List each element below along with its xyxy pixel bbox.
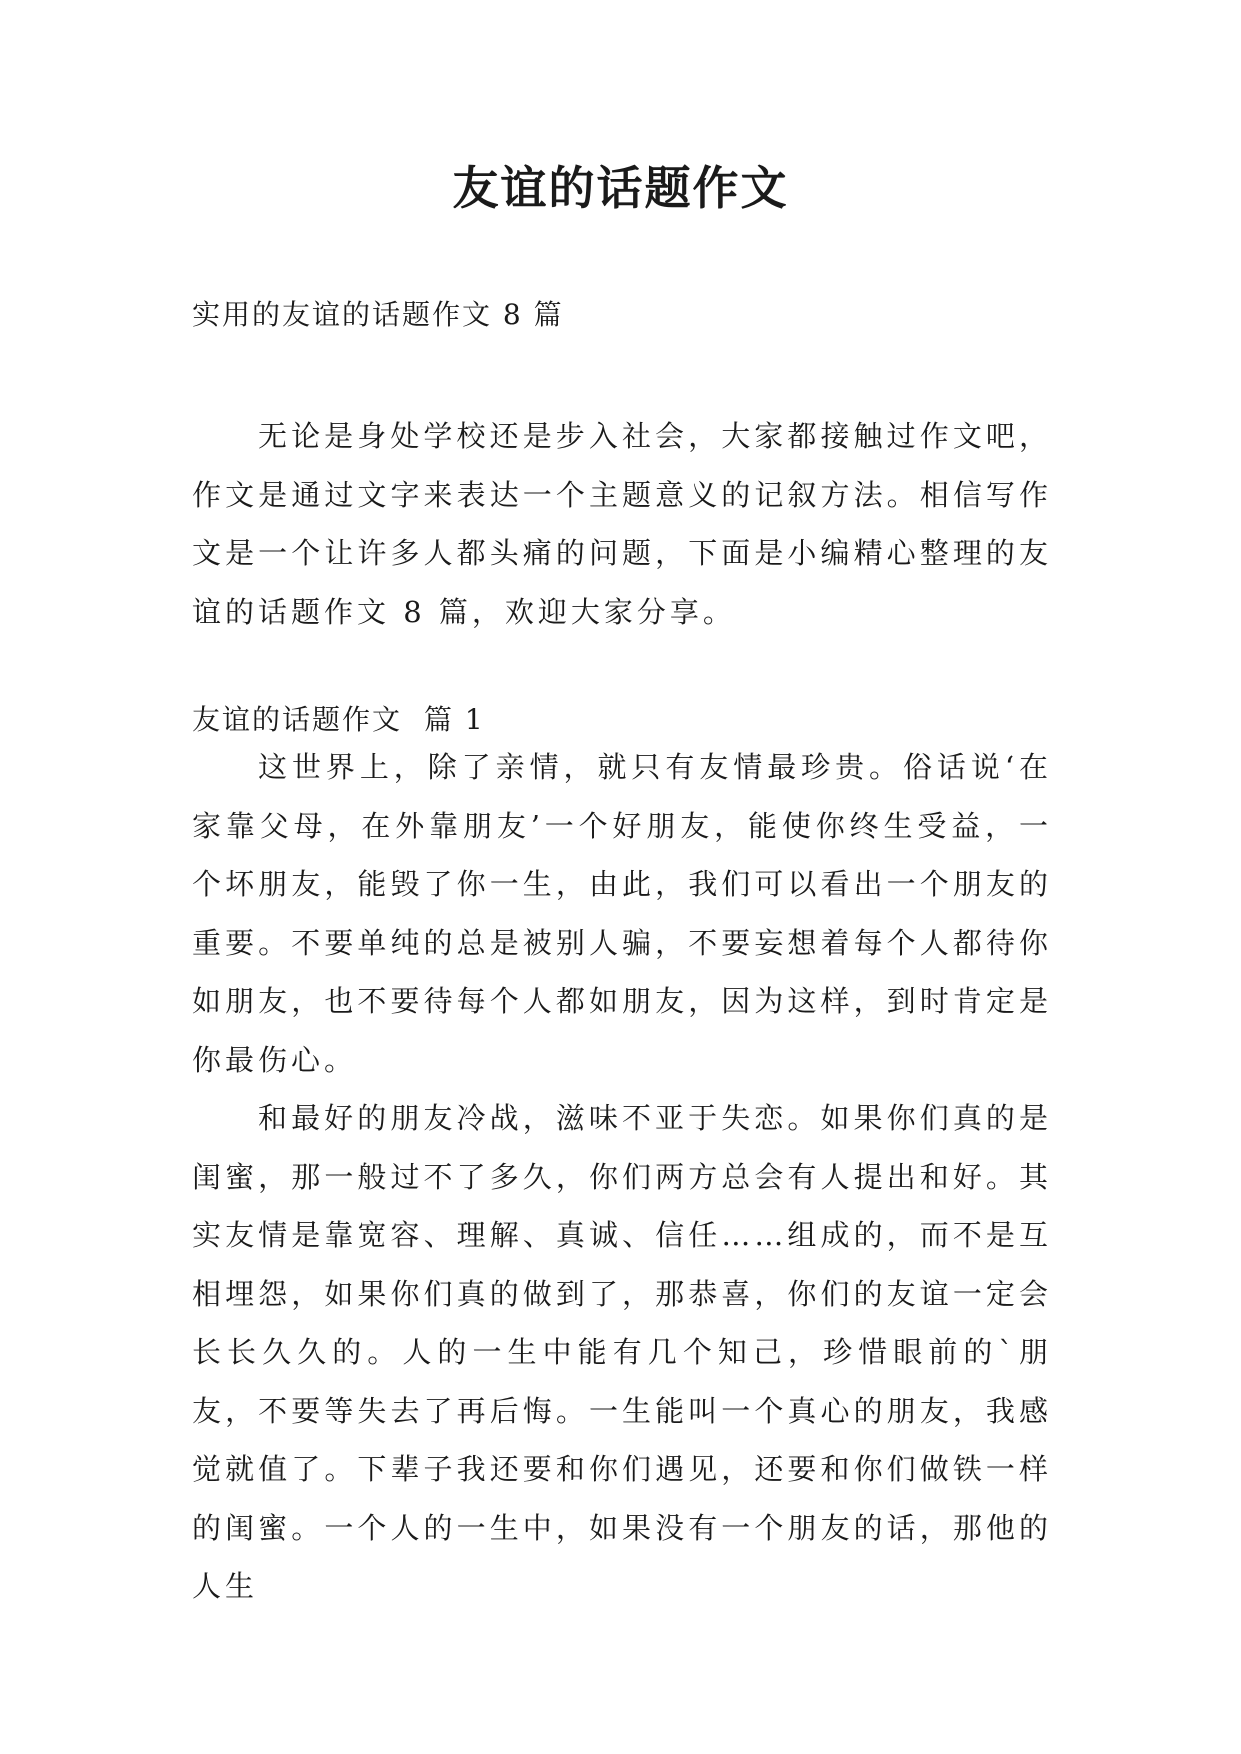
section1-paragraph-2: 和最好的朋友冷战，滋味不亚于失恋。如果你们真的是闺蜜，那一般过不了多久，你们两方总会有人提出和好。其实友情是靠宽容、理解、真诚、信任……组成的，而不是互相埋怨，如果你们真的做到了，那恭喜，你们的友谊一定会长长久久的。人的一生中能有几个知己，珍惜眼前的`朋友，不要等失去了再后悔。一生能叫一个真心的朋友，我感觉就值了。下辈子我还要和你们遇见，还要和你们做铁一样的闺蜜。一个人的一生中，如果没有一个朋友的话，那他的人生	[192, 1101, 1052, 1603]
document-subtitle: 实用的友谊的话题作文 8 篇	[192, 298, 564, 331]
section-heading-number: 篇 1	[424, 703, 485, 736]
section-heading-title: 友谊的话题作文	[192, 703, 403, 736]
section-heading	[192, 698, 485, 738]
document-title: 友谊的话题作文	[452, 161, 789, 215]
intro-paragraph: 无论是身处学校还是步入社会，大家都接触过作文吧，作文是通过文字来表达一个主题意义的记叙方法。相信写作文是一个让许多人都头痛的问题，下面是小编精心整理的友谊的话题作文 8 篇，欢迎大家分享。	[192, 419, 1052, 629]
section1-paragraph-1: 这世界上，除了亲情，就只有友情最珍贵。俗话说‘在家靠父母，在外靠朋友’一个好朋友，能使你终生受益，一个坏朋友，能毁了你一生，由此，我们可以看出一个朋友的重要。不要单纯的总是被别人骗，不要妄想着每个人都待你如朋友，也不要待每个人都如朋友，因为这样，到时肯定是你最伤心。	[192, 750, 1052, 1077]
